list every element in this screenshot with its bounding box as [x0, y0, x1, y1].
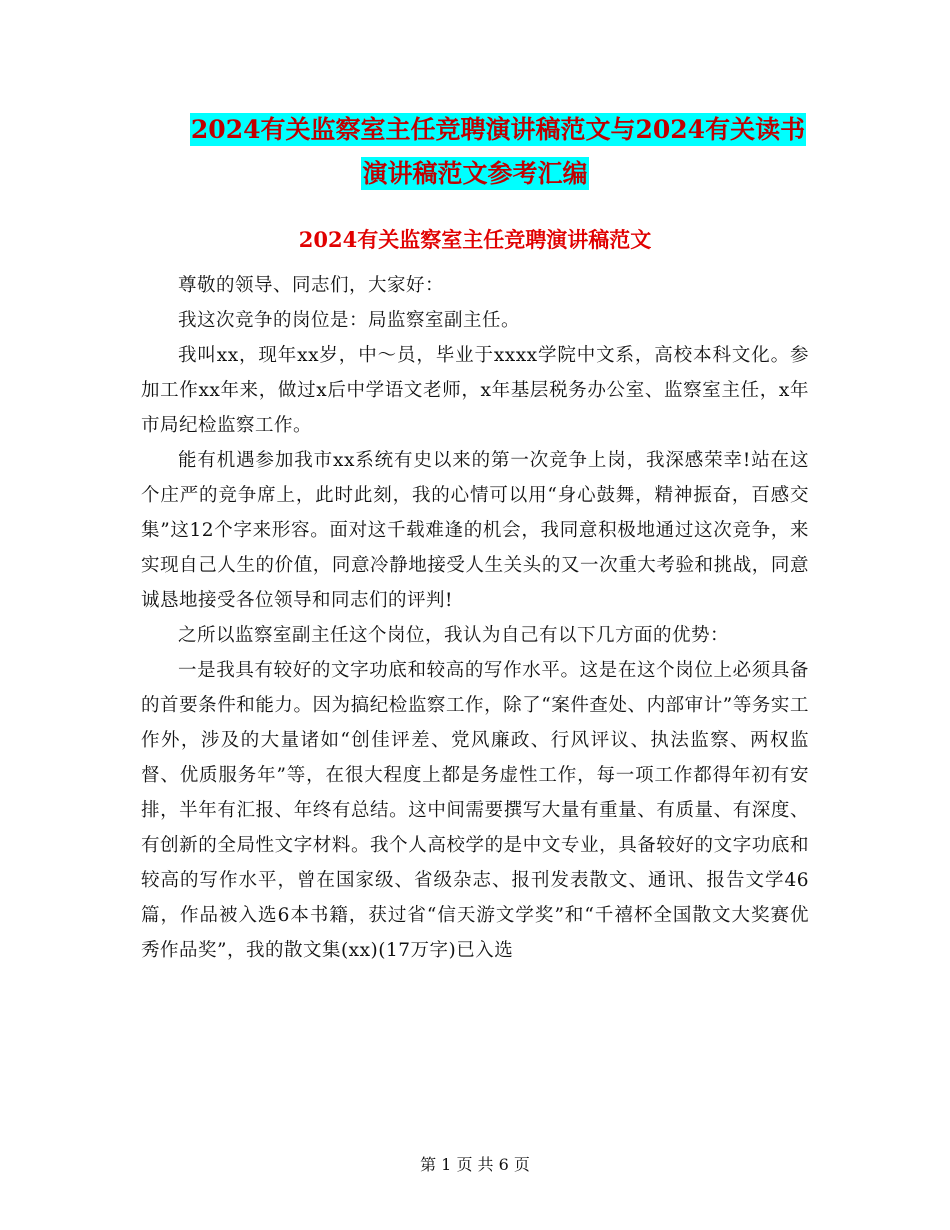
paragraph: 能有机遇参加我市xx系统有史以来的第一次竞争上岗，我深感荣幸!站在这个庄严的竞争席上，此时此刻，我的心情可以用“身心鼓舞，精神振奋，百感交集”这12个字来形容。面对这千载难逢的机会，我同意积极地通过这次竞争，来实现自己人生的价值，同意冷静地接受人生关头的又一次重大考验和挑战，同意诚恳地接受各位领导和同志们的评判!: [141, 450, 809, 611]
paragraph: 我这次竞争的岗位是：局监察室副主任。: [178, 310, 521, 331]
paragraph: 一是我具有较好的文字功底和较高的写作水平。这是在这个岗位上必须具备的首要条件和能力。因为搞纪检监察工作，除了“案件查处、内部审计”等务实工作外，涉及的大量诸如“创佳评差、党风廉政、行风评议、执法监察、两权监督、优质服务年”等，在很大程度上都是务虚性工作，每一项工作都得年初有安排，半年有汇报、年终有总结。这中间需要撰写大量有重量、有质量、有深度、有创新的全局性文字材料。我个人高校学的是中文专业，具备较好的文字功底和较高的写作水平，曾在国家级、省级杂志、报刊发表散文、通讯、报告文学46篇，作品被入选6本书籍，获过省“信天游文学奖”和“千禧杯全国散文大奖赛优秀作品奖”，我的散文集(xx)(17万字)已入选: [141, 660, 809, 961]
section-title: 2024有关监察室主任竞聘演讲稿范文: [298, 227, 652, 252]
paragraph: 我叫xx，现年xx岁，中～员，毕业于xxxx学院中文系，高校本科文化。参加工作xx年来，做过x后中学语文老师，x年基层税务办公室、监察室主任，x年市局纪检监察工作。: [141, 345, 809, 436]
title-highlight-2: 演讲稿范文参考汇编: [362, 159, 588, 188]
title-highlight-1: 2024有关监察室主任竞聘演讲稿范文与2024有关读书: [190, 115, 806, 144]
body-text: [141, 268, 809, 968]
document-title-line-2: [0, 157, 950, 191]
paragraph: 之所以监察室副主任这个岗位，我认为自己有以下几方面的优势：: [178, 625, 730, 646]
page-footer: 第 1 页 共 6 页: [420, 1155, 530, 1174]
document-title-line-1: [0, 113, 950, 147]
paragraph: 尊敬的领导、同志们，大家好：: [178, 275, 445, 296]
